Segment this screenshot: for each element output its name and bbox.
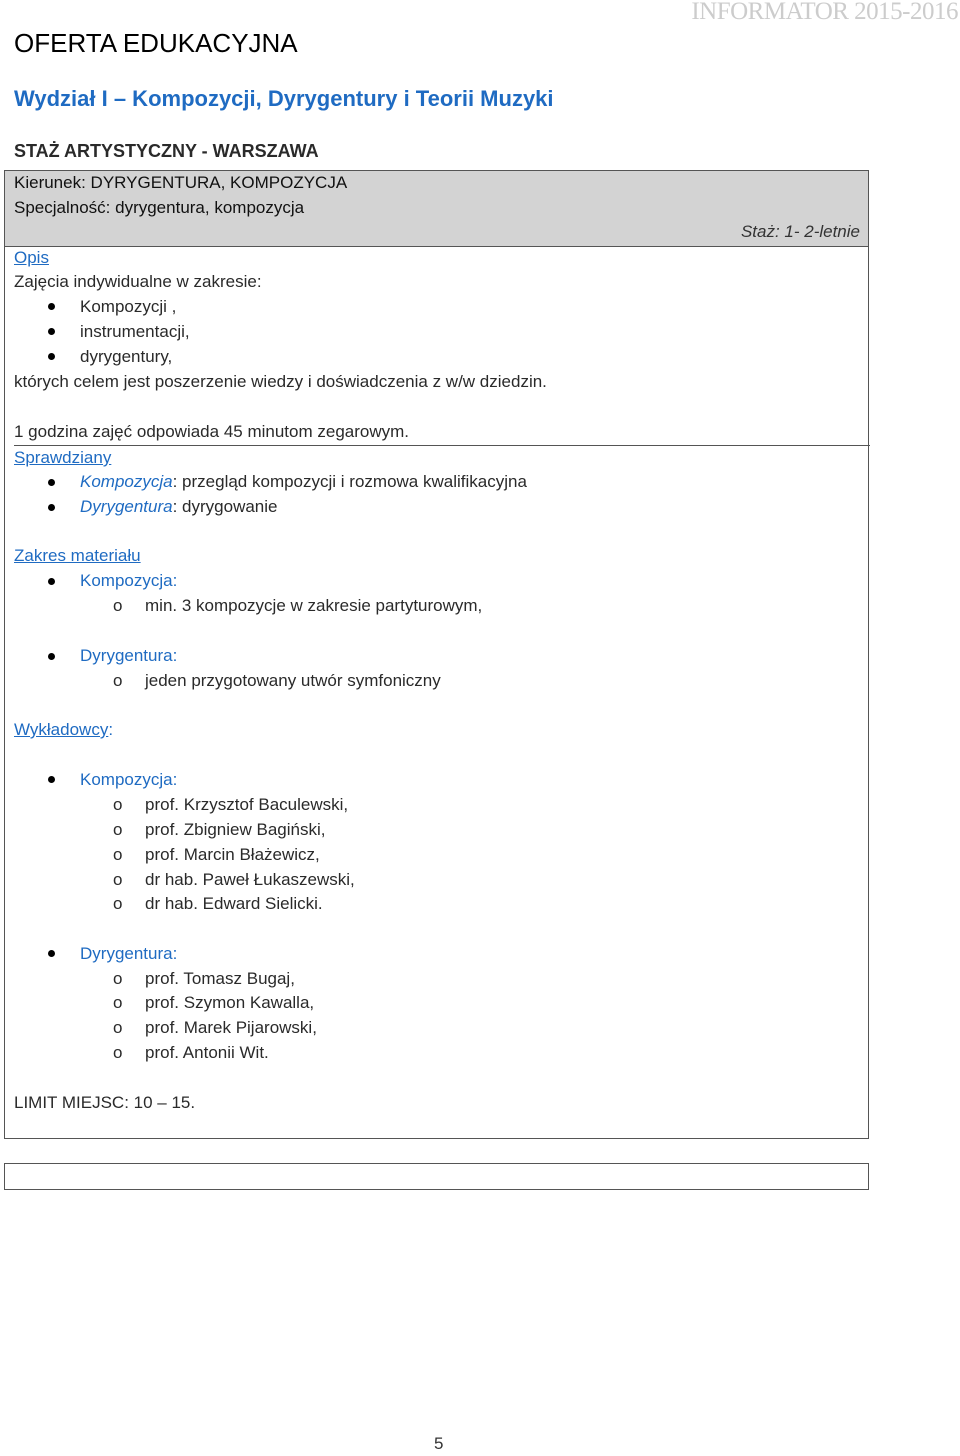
wykladowcy-heading: Wykładowcy: bbox=[14, 720, 114, 739]
bullet-icon bbox=[48, 328, 55, 335]
wykladowcy-dyrygentura-label: Dyrygentura: bbox=[80, 944, 178, 963]
lecturer-item: prof. Marcin Błażewicz, bbox=[145, 845, 320, 864]
section-divider bbox=[14, 445, 870, 446]
bullet-icon bbox=[48, 653, 55, 660]
sub-bullet-icon: o bbox=[113, 870, 123, 889]
sub-bullet-icon: o bbox=[113, 1043, 123, 1062]
opis-after: których celem jest poszerzenie wiedzy i doświadczenia z w/w dziedzin. bbox=[14, 372, 547, 391]
sprawdziany-heading: Sprawdziany bbox=[14, 448, 112, 467]
wykladowcy-kompozycja-label: Kompozycja: bbox=[80, 770, 178, 789]
opis-heading: Opis bbox=[14, 248, 49, 267]
zakres-dyrygentura-item: jeden przygotowany utwór symfoniczny bbox=[145, 671, 441, 690]
bullet-icon bbox=[48, 303, 55, 310]
sub-bullet-icon: o bbox=[113, 820, 123, 839]
informator-brand: INFORMATOR 2015-2016 bbox=[691, 0, 958, 25]
limit-miejsc: LIMIT MIEJSC: 10 – 15. bbox=[14, 1093, 196, 1112]
sprawdziany-item: Dyrygentura: dyrygowanie bbox=[80, 497, 278, 516]
opis-item: Kompozycji , bbox=[80, 297, 177, 316]
sub-bullet-icon: o bbox=[113, 845, 123, 864]
sub-bullet-icon: o bbox=[113, 993, 123, 1012]
bullet-icon bbox=[48, 504, 55, 511]
lecturer-item: prof. Antonii Wit. bbox=[145, 1043, 269, 1062]
specjalnosc-text: Specjalność: dyrygentura, kompozycja bbox=[14, 198, 305, 217]
opis-intro: Zajęcia indywidualne w zakresie: bbox=[14, 272, 262, 291]
sub-bullet-icon: o bbox=[113, 969, 123, 988]
opis-item: instrumentacji, bbox=[80, 322, 190, 341]
empty-box bbox=[4, 1163, 869, 1190]
zakres-kompozycja-item: min. 3 kompozycje w zakresie partyturowym, bbox=[145, 596, 483, 615]
zakres-dyrygentura-label: Dyrygentura: bbox=[80, 646, 178, 665]
kierunek-text: Kierunek: DYRYGENTURA, KOMPOZYCJA bbox=[14, 173, 348, 192]
sub-bullet-icon: o bbox=[113, 795, 123, 814]
page-number: 5 bbox=[434, 1434, 444, 1453]
lecturer-item: dr hab. Paweł Łukaszewski, bbox=[145, 870, 355, 889]
sprawdziany-item: Kompozycja: przegląd kompozycji i rozmowa kwalifikacyjna bbox=[80, 472, 527, 491]
lecturer-item: prof. Krzysztof Baculewski, bbox=[145, 795, 349, 814]
lecturer-item: prof. Marek Pijarowski, bbox=[145, 1018, 317, 1037]
bullet-icon bbox=[48, 776, 55, 783]
bullet-icon bbox=[48, 578, 55, 585]
faculty-heading: Wydział I – Kompozycji, Dyrygentury i Teorii Muzyki bbox=[14, 86, 554, 111]
bullet-icon bbox=[48, 479, 55, 486]
lecturer-item: prof. Tomasz Bugaj, bbox=[145, 969, 295, 988]
sub-bullet-icon: o bbox=[113, 894, 123, 913]
sub-bullet-icon: o bbox=[113, 1018, 123, 1037]
opis-note: 1 godzina zajęć odpowiada 45 minutom zegarowym. bbox=[14, 422, 410, 441]
lecturer-item: prof. Zbigniew Bagiński, bbox=[145, 820, 326, 839]
zakres-kompozycja-label: Kompozycja: bbox=[80, 571, 178, 590]
bullet-icon bbox=[48, 950, 55, 957]
page-title: OFERTA EDUKACYJNA bbox=[14, 28, 298, 58]
opis-item: dyrygentury, bbox=[80, 347, 173, 366]
lecturer-item: prof. Szymon Kawalla, bbox=[145, 993, 315, 1012]
sub-bullet-icon: o bbox=[113, 671, 123, 690]
lecturer-item: dr hab. Edward Sielicki. bbox=[145, 894, 323, 913]
program-heading: STAŻ ARTYSTYCZNY - WARSZAWA bbox=[14, 141, 319, 161]
bullet-icon bbox=[48, 353, 55, 360]
zakres-heading: Zakres materiału bbox=[14, 546, 141, 565]
sub-bullet-icon: o bbox=[113, 596, 123, 615]
staz-duration: Staż: 1- 2-letnie bbox=[740, 222, 860, 241]
